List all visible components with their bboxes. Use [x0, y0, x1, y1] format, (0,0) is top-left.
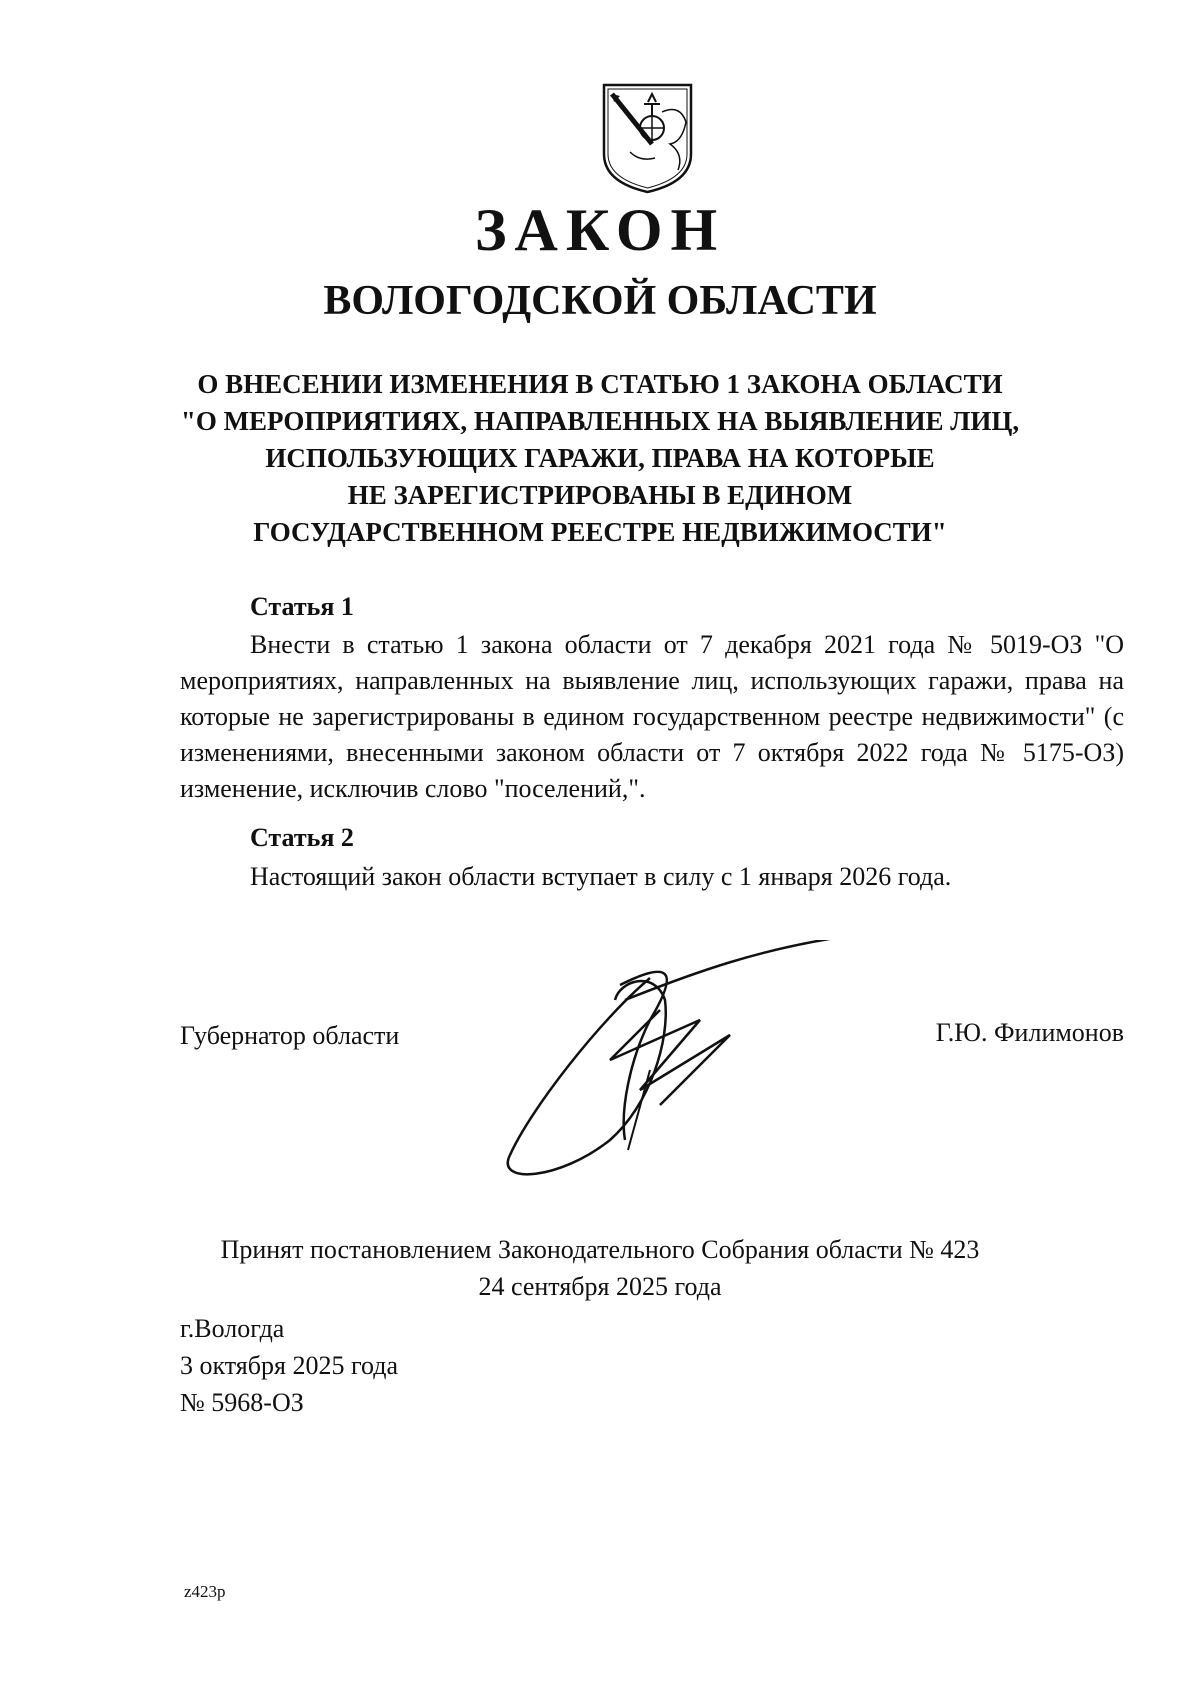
law-number: № 5968-ОЗ: [180, 1388, 304, 1417]
law-title: ЗАКОН: [474, 197, 726, 263]
city: г.Вологда: [180, 1314, 285, 1343]
signatory-name: Г.Ю. Филимонов: [935, 1018, 1124, 1047]
article-1-body: Внести в статью 1 закона области от 7 декабря 2021 года № 5019-ОЗ "О мероприятиях, направленных на выявление лиц, использующих гаражи, права на которые не зарегистрированы в едином государственном реестре недвижимости" (с изменениями, внесенными законом области от 7 октября 2022 года № 5175-ОЗ) изменение, исключив слово "поселений,".: [180, 630, 1124, 803]
article-1-heading: Статья 1: [250, 592, 354, 621]
law-subject-line: О ВНЕСЕНИИ ИЗМЕНЕНИЯ В СТАТЬЮ 1 ЗАКОНА ОБЛАСТИ: [197, 369, 1003, 399]
handwritten-signature: [500, 940, 840, 1185]
law-subject-line: "О МЕРОПРИЯТИЯХ, НАПРАВЛЕННЫХ НА ВЫЯВЛЕНИЕ ЛИЦ,: [180, 406, 1020, 436]
law-subject: [150, 366, 1050, 551]
law-region: ВОЛОГОДСКОЙ ОБЛАСТИ: [323, 278, 877, 324]
place-date-block: [180, 1310, 398, 1421]
adoption-resolution: Принят постановлением Законодательного Собрания области № 423: [220, 1235, 980, 1264]
adoption-note: [0, 1231, 1200, 1305]
signing-date: 3 октября 2025 года: [180, 1351, 398, 1380]
law-subject-line: ИСПОЛЬЗУЮЩИХ ГАРАЖИ, ПРАВА НА КОТОРЫЕ: [265, 443, 935, 473]
article-2-heading: Статья 2: [250, 823, 354, 852]
law-subject-line: НЕ ЗАРЕГИСТРИРОВАНЫ В ЕДИНОМ: [347, 480, 853, 510]
signatory-position: Губернатор области: [180, 1021, 400, 1050]
article-2-body: Настоящий закон области вступает в силу с 1 января 2026 года.: [250, 862, 952, 891]
law-subject-line: ГОСУДАРСТВЕННОМ РЕЕСТРЕ НЕДВИЖИМОСТИ": [253, 517, 947, 547]
article-2-text: [180, 859, 1124, 895]
article-1-text: [180, 627, 1124, 807]
coat-of-arms-emblem: [600, 82, 695, 195]
footer-code: z423p: [184, 1582, 226, 1601]
adoption-date: 24 сентября 2025 года: [478, 1272, 722, 1301]
